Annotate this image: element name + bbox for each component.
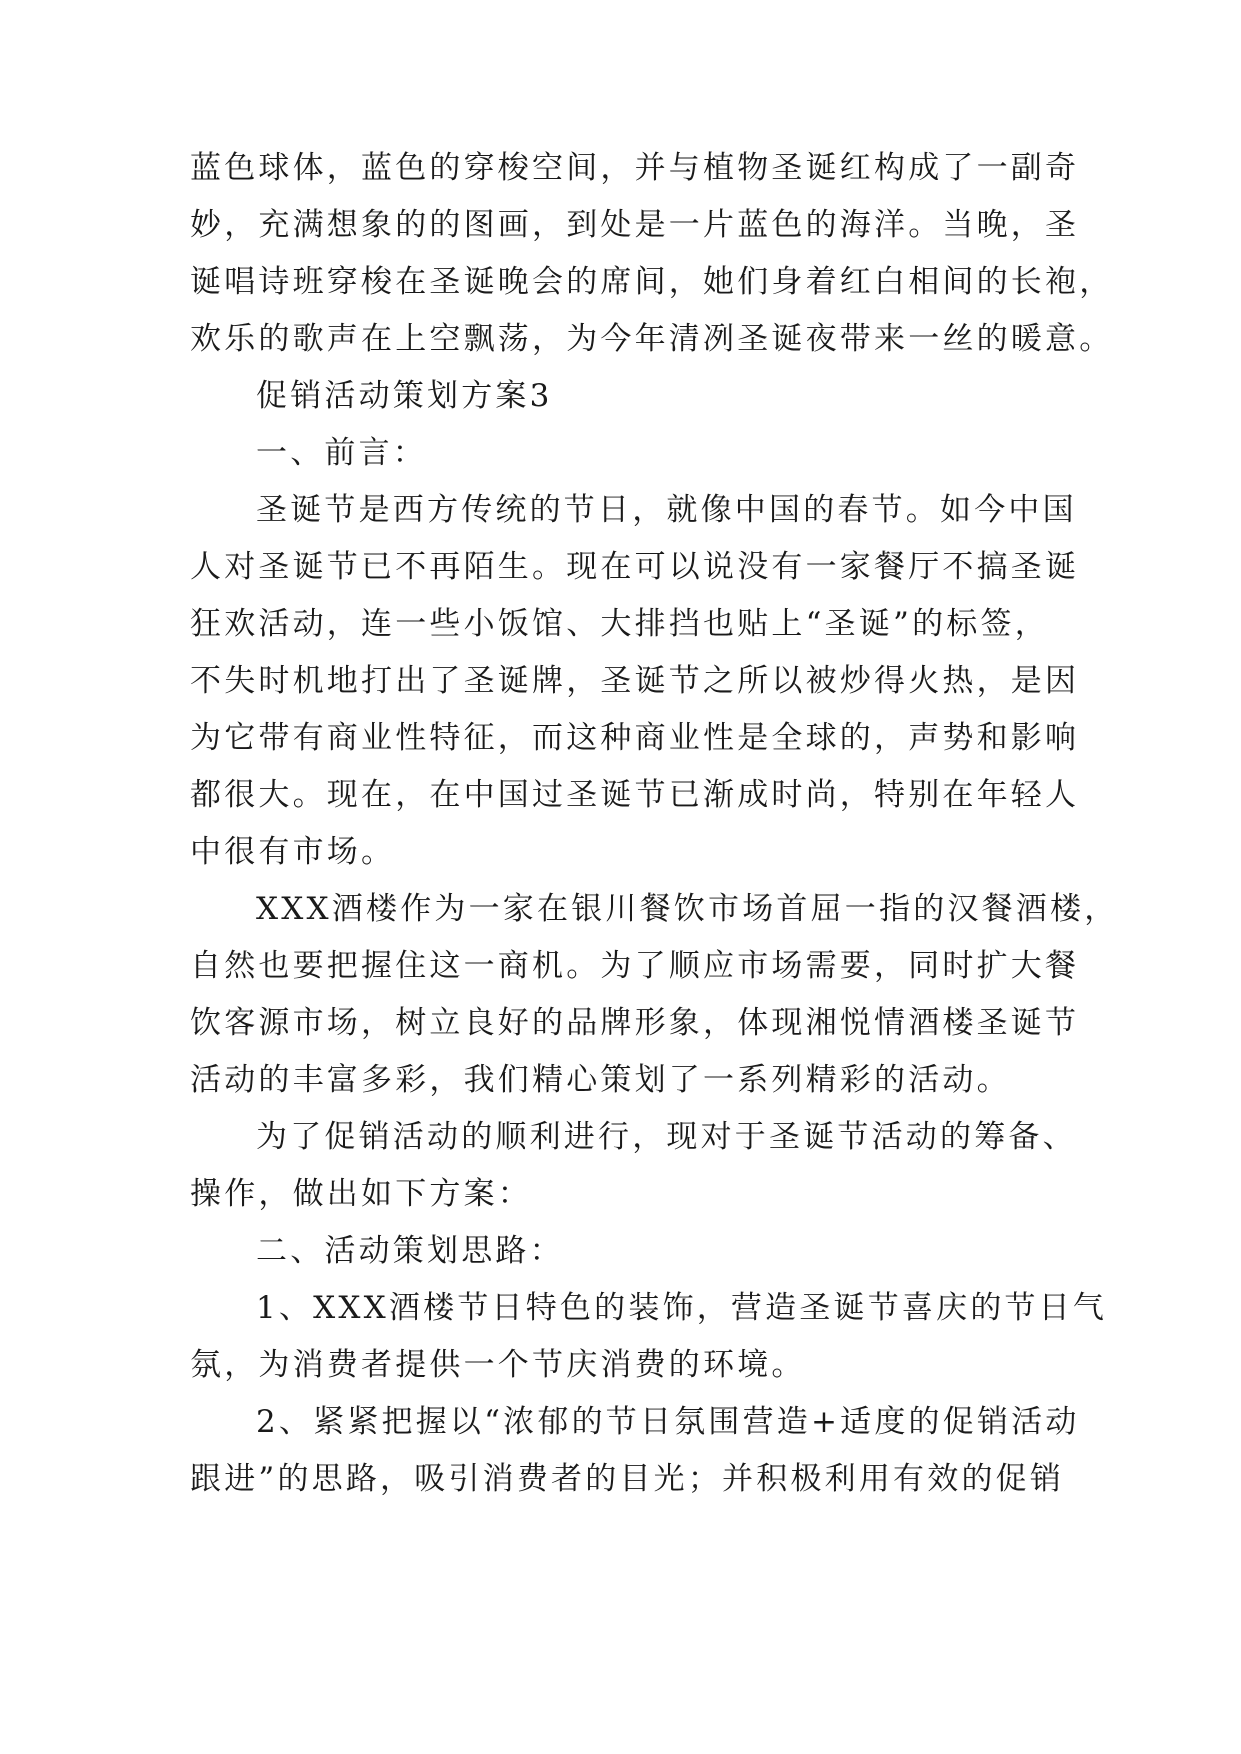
body-text-line: 欢乐的歌声在上空飘荡，为今年清冽圣诞夜带来一丝的暖意。 bbox=[190, 321, 1114, 357]
section-heading: 二、活动策划思路： bbox=[256, 1233, 564, 1269]
body-text-line: 2、紧紧把握以“浓郁的节日氛围营造+适度的促销活动 bbox=[256, 1404, 1080, 1440]
body-text-line: 为了促销活动的顺利进行，现对于圣诞节活动的筹备、 bbox=[256, 1119, 1077, 1155]
body-text-line: XXX酒楼作为一家在银川餐饮市场首屈一指的汉餐酒楼， bbox=[256, 891, 1119, 927]
body-text-line: 活动的丰富多彩，我们精心策划了一系列精彩的活动。 bbox=[190, 1062, 1011, 1098]
body-text-line: 妙，充满想象的的图画，到处是一片蓝色的海洋。当晚，圣 bbox=[190, 207, 1080, 243]
body-text-line: 狂欢活动，连一些小饭馆、大排挡也贴上“圣诞”的标签， bbox=[190, 606, 1049, 642]
body-text-line: 中很有市场。 bbox=[190, 834, 396, 870]
body-text-line: 蓝色球体，蓝色的穿梭空间，并与植物圣诞红构成了一副奇 bbox=[190, 150, 1080, 186]
body-text-line: 1、XXX酒楼节日特色的装饰，营造圣诞节喜庆的节日气 bbox=[256, 1290, 1108, 1326]
body-text-line: 操作，做出如下方案： bbox=[190, 1176, 532, 1212]
body-text-line: 自然也要把握住这一商机。为了顺应市场需要，同时扩大餐 bbox=[190, 948, 1080, 984]
body-text-line: 跟进”的思路，吸引消费者的目光；并积极利用有效的促销 bbox=[190, 1461, 1065, 1497]
body-text-line: 不失时机地打出了圣诞牌，圣诞节之所以被炒得火热，是因 bbox=[190, 663, 1080, 699]
body-text-line: 氛，为消费者提供一个节庆消费的环境。 bbox=[190, 1347, 806, 1383]
body-text-line: 为它带有商业性特征，而这种商业性是全球的，声势和影响 bbox=[190, 720, 1080, 756]
body-text-line: 人对圣诞节已不再陌生。现在可以说没有一家餐厅不搞圣诞 bbox=[190, 549, 1080, 585]
body-text-line: 都很大。现在，在中国过圣诞节已渐成时尚，特别在年轻人 bbox=[190, 777, 1080, 813]
body-text-line: 圣诞节是西方传统的节日，就像中国的春节。如今中国 bbox=[256, 492, 1077, 528]
section-title: 促销活动策划方案3 bbox=[256, 378, 553, 414]
body-text-line: 饮客源市场，树立良好的品牌形象，体现湘悦情酒楼圣诞节 bbox=[190, 1005, 1080, 1041]
section-heading: 一、前言： bbox=[256, 435, 427, 471]
body-text-line: 诞唱诗班穿梭在圣诞晚会的席间，她们身着红白相间的长袍， bbox=[190, 264, 1114, 300]
